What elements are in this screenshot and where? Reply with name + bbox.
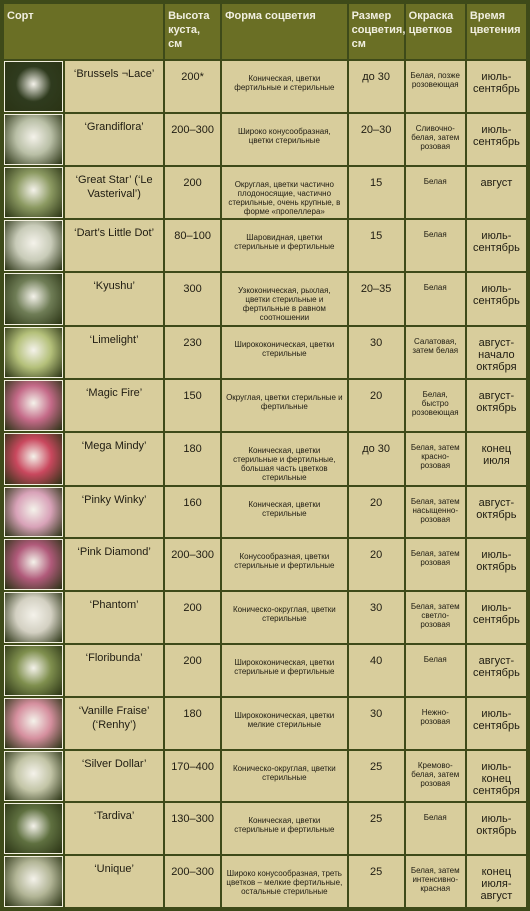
header-variety: Сорт <box>4 4 163 59</box>
variety-photo <box>4 698 63 749</box>
variety-name: ‘Brussels ¬Lace’ <box>65 61 163 112</box>
variety-name: ‘Pinky Winky’ <box>65 487 163 538</box>
flower-color: Белая <box>406 803 465 854</box>
table-row <box>4 803 526 854</box>
flower-photo-image <box>4 645 63 696</box>
bloom-time: июль-сентябрь <box>467 61 526 112</box>
flower-photo-image <box>4 592 63 643</box>
variety-photo <box>4 327 63 378</box>
table-row <box>4 856 526 907</box>
flower-color: Белая, затем красно-розовая <box>406 433 465 485</box>
inflorescence-size: 20–35 <box>349 273 404 325</box>
inflorescence-size: 25 <box>349 803 404 854</box>
variety-photo <box>4 61 63 112</box>
variety-name: ‘Mega Mindy’ <box>65 433 163 485</box>
inflorescence-size: 30 <box>349 327 404 378</box>
table-row <box>4 167 526 219</box>
inflorescence-form: Ширококоническая, цветки стерильные и фертильные <box>222 645 346 696</box>
flower-color: Белая <box>406 273 465 325</box>
header-height: Высота куста, см <box>165 4 220 59</box>
table-row <box>4 487 526 538</box>
bush-height: 300 <box>165 273 220 325</box>
flower-photo-image <box>4 167 63 219</box>
flower-photo-image <box>4 114 63 165</box>
inflorescence-size: 30 <box>349 698 404 749</box>
table-row <box>4 539 526 590</box>
variety-name: ‘Vanille Fraise’ (‘Renhy’) <box>65 698 163 749</box>
inflorescence-size: 20–30 <box>349 114 404 165</box>
variety-photo <box>4 645 63 696</box>
inflorescence-form: Шаровидная, цветки стерильные и фертильные <box>222 220 346 271</box>
flower-color: Белая, затем интенсивно-красная <box>406 856 465 907</box>
inflorescence-form: Коническая, цветки фертильные и стерильные <box>222 61 346 112</box>
flower-photo-image <box>4 273 63 325</box>
bloom-time: август-октябрь <box>467 380 526 431</box>
inflorescence-form: Коническо-округлая, цветки стерильные <box>222 592 346 643</box>
flower-photo-image <box>4 698 63 749</box>
bloom-time: июль-октябрь <box>467 803 526 854</box>
inflorescence-size: 20 <box>349 487 404 538</box>
table-row <box>4 273 526 325</box>
variety-name: ‘Silver Dollar’ <box>65 751 163 802</box>
header-time: Время цветения <box>467 4 526 59</box>
bush-height: 200–300 <box>165 856 220 907</box>
variety-name: ‘Great Star’ (‘Le Vasterival’) <box>65 167 163 219</box>
flower-color: Белая, быстро розовеющая <box>406 380 465 431</box>
variety-photo <box>4 751 63 802</box>
variety-photo <box>4 803 63 854</box>
flower-color: Сливочно-белая, затем розовая <box>406 114 465 165</box>
inflorescence-size: 20 <box>349 539 404 590</box>
inflorescence-form: Широко конусообразная, треть цветков – мелкие фертильные, остальные стерильные <box>222 856 346 907</box>
bush-height: 160 <box>165 487 220 538</box>
bloom-time: август-сентябрь <box>467 645 526 696</box>
bush-height: 230 <box>165 327 220 378</box>
inflorescence-size: 15 <box>349 167 404 219</box>
variety-name: ‘Dart’s Little Dot’ <box>65 220 163 271</box>
flower-photo-image <box>4 433 63 485</box>
bloom-time: конец июля <box>467 433 526 485</box>
flower-photo-image <box>4 61 63 112</box>
bloom-time: июль-сентябрь <box>467 698 526 749</box>
bush-height: 200–300 <box>165 114 220 165</box>
variety-name: ‘Magic Fire’ <box>65 380 163 431</box>
table-row <box>4 61 526 112</box>
variety-photo <box>4 487 63 538</box>
bloom-time: июль-сентябрь <box>467 273 526 325</box>
table-row <box>4 592 526 643</box>
bloom-time: август-начало октября <box>467 327 526 378</box>
flower-color: Белая, позже розовеющая <box>406 61 465 112</box>
inflorescence-size: 25 <box>349 856 404 907</box>
flower-color: Салатовая, затем белая <box>406 327 465 378</box>
inflorescence-size: 20 <box>349 380 404 431</box>
bloom-time: июль-сентябрь <box>467 592 526 643</box>
bloom-time: конец июля-август <box>467 856 526 907</box>
table-row <box>4 645 526 696</box>
variety-photo <box>4 592 63 643</box>
bush-height: 200–300 <box>165 539 220 590</box>
bloom-time: июль-конец сентября <box>467 751 526 802</box>
inflorescence-form: Округлая, цветки частично плодоносящие, частично стерильные, очень крупные, в форме «пропеллера» <box>222 167 346 219</box>
flower-photo-image <box>4 380 63 431</box>
flower-color: Белая, затем светло-розовая <box>406 592 465 643</box>
flower-photo-image <box>4 327 63 378</box>
flower-photo-image <box>4 751 63 802</box>
table-row <box>4 380 526 431</box>
flower-color: Нежно-розовая <box>406 698 465 749</box>
bush-height: 180 <box>165 433 220 485</box>
inflorescence-form: Ширококоническая, цветки мелкие стерильные <box>222 698 346 749</box>
table-row <box>4 114 526 165</box>
inflorescence-form: Коническо-округлая, цветки стерильные <box>222 751 346 802</box>
bush-height: 80–100 <box>165 220 220 271</box>
bloom-time: август <box>467 167 526 219</box>
bush-height: 200 <box>165 167 220 219</box>
flower-color: Белая, затем розовая <box>406 539 465 590</box>
flower-color: Белая <box>406 645 465 696</box>
inflorescence-size: 40 <box>349 645 404 696</box>
header-color: Окраска цветков <box>406 4 465 59</box>
bush-height: 200 <box>165 592 220 643</box>
header-size: Размер соцветия, см <box>349 4 404 59</box>
hydrangea-varieties-table <box>2 2 528 909</box>
flower-photo-image <box>4 856 63 907</box>
variety-photo <box>4 273 63 325</box>
inflorescence-form: Конусообразная, цветки стерильные и фертильные <box>222 539 346 590</box>
variety-photo <box>4 114 63 165</box>
flower-photo-image <box>4 487 63 538</box>
bush-height: 150 <box>165 380 220 431</box>
variety-photo <box>4 856 63 907</box>
variety-name: ‘Unique’ <box>65 856 163 907</box>
header-row <box>4 4 526 59</box>
flower-photo-image <box>4 220 63 271</box>
inflorescence-form: Коническая, цветки стерильные и фертильные, большая часть цветков стерильные <box>222 433 346 485</box>
variety-name: ‘Pink Diamond’ <box>65 539 163 590</box>
table-row <box>4 751 526 802</box>
inflorescence-size: 25 <box>349 751 404 802</box>
flower-photo-image <box>4 803 63 854</box>
variety-photo <box>4 380 63 431</box>
variety-name: ‘Limelight’ <box>65 327 163 378</box>
inflorescence-form: Узкоконическая, рыхлая, цветки стерильные и фертильные в равном соотношении <box>222 273 346 325</box>
variety-photo <box>4 539 63 590</box>
flower-photo-image <box>4 539 63 590</box>
inflorescence-size: до 30 <box>349 61 404 112</box>
bloom-time: июль-сентябрь <box>467 220 526 271</box>
table-row <box>4 327 526 378</box>
inflorescence-size: 30 <box>349 592 404 643</box>
bush-height: 170–400 <box>165 751 220 802</box>
inflorescence-form: Широко конусообразная, цветки стерильные <box>222 114 346 165</box>
inflorescence-form: Коническая, цветки стерильные <box>222 487 346 538</box>
variety-name: ‘Kyushu’ <box>65 273 163 325</box>
inflorescence-size: до 30 <box>349 433 404 485</box>
table-row <box>4 698 526 749</box>
table-row <box>4 433 526 485</box>
header-form: Форма соцветия <box>222 4 346 59</box>
bush-height: 200* <box>165 61 220 112</box>
variety-photo <box>4 167 63 219</box>
variety-name: ‘Grandiflora’ <box>65 114 163 165</box>
bloom-time: июль-октябрь <box>467 539 526 590</box>
variety-photo <box>4 220 63 271</box>
variety-name: ‘Floribunda’ <box>65 645 163 696</box>
flower-color: Белая <box>406 167 465 219</box>
flower-color: Белая, затем насыщенно-розовая <box>406 487 465 538</box>
bloom-time: июль-сентябрь <box>467 114 526 165</box>
inflorescence-form: Коническая, цветки стерильные и фертильные <box>222 803 346 854</box>
inflorescence-size: 15 <box>349 220 404 271</box>
bush-height: 180 <box>165 698 220 749</box>
bush-height: 130–300 <box>165 803 220 854</box>
bush-height: 200 <box>165 645 220 696</box>
variety-name: ‘Tardiva’ <box>65 803 163 854</box>
variety-name: ‘Phantom’ <box>65 592 163 643</box>
variety-photo <box>4 433 63 485</box>
bloom-time: август-октябрь <box>467 487 526 538</box>
flower-color: Белая <box>406 220 465 271</box>
table-row <box>4 220 526 271</box>
inflorescence-form: Округлая, цветки стерильные и фертильные <box>222 380 346 431</box>
flower-color: Кремово-белая, затем розовая <box>406 751 465 802</box>
inflorescence-form: Ширококоническая, цветки стерильные <box>222 327 346 378</box>
